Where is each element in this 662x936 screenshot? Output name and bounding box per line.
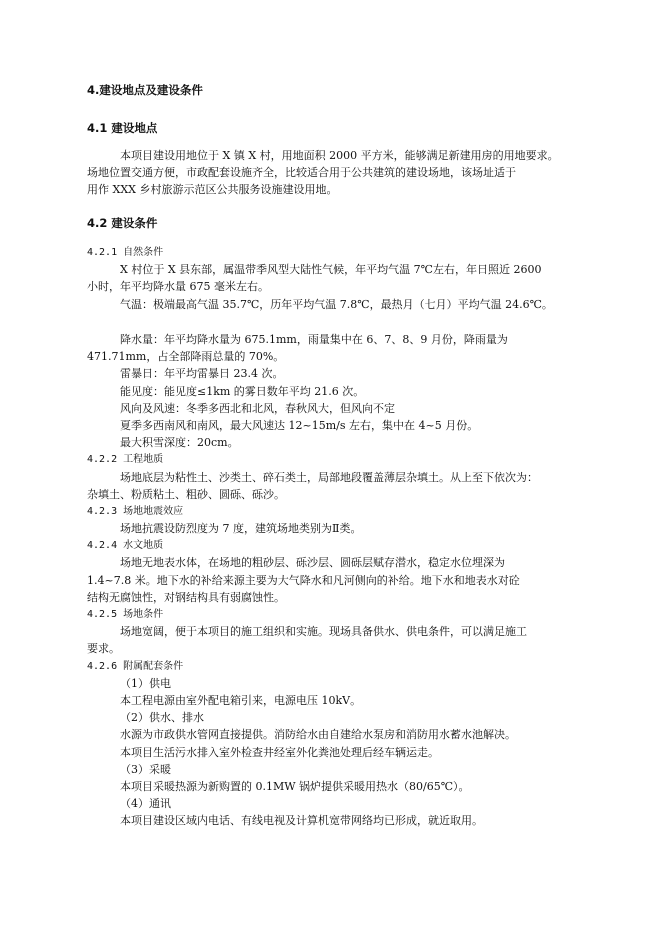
text-line: 能见度：能见度≤1km 的雾日数年平均 21.6 次。 [120, 384, 365, 398]
text-line: 场地宽阔，便于本项目的施工组织和实施。现场具备供水、供电条件，可以满足施工 [120, 625, 527, 639]
text-line: 夏季多西南风和南风，最大风速达 12~15m/s 左右，集中在 4~5 月份。 [120, 418, 479, 432]
text-line: 1.4~7.8 米。地下水的补给来源主要为大气降水和凡河侧向的补给。地下水和地表水对砼 [87, 573, 520, 587]
section-4-2-1-climate [0, 331, 538, 829]
text-line: 场地无地表水体，在场地的粗砂层、砾沙层、圆砾层赋存潜水，稳定水位埋深为 [120, 556, 505, 570]
heading-main: 4.建设地点及建设条件 [87, 83, 203, 97]
subsection-title: 4.2.1 自然条件 [87, 247, 164, 258]
text-line: 用作 XXX 乡村旅游示范区公共服务设施建设用地。 [87, 183, 338, 197]
subsection-title: 4.2.6 附属配套条件 [87, 660, 184, 672]
text-line: 要求。 [87, 642, 120, 656]
item-label-telecom: （4）通讯 [120, 797, 171, 811]
subsection-title: 4.2.4 水文地质 [87, 540, 164, 552]
text-line: 风向及风速：冬季多西北和北风，春秋风大，但风向不定 [120, 401, 395, 415]
text-line: 最大积雪深度：20cm。 [120, 436, 239, 450]
heading-4-2: 4.2 建设条件 [87, 216, 158, 230]
text-line: 场地底层为粘性土、沙类土、碎石类土，局部地段覆盖薄层杂填土。从上至下依次为： [120, 470, 538, 484]
subsection-title: 4.2.5 场地条件 [87, 609, 164, 620]
subsection-title: 4.2.3 场地地震效应 [87, 505, 184, 517]
section-4-2-1 [0, 244, 553, 313]
text-line: 杂填土、粉质粘土、粗砂、圆砾、砾沙。 [87, 487, 285, 501]
text-line: 本项目建设区域内电话、有线电视及计算机宽带网络均已形成，就近取用。 [120, 814, 483, 828]
item-label-heating: （3）采暖 [120, 762, 171, 776]
text-line: 本项目建设用地位于 X 镇 X 村，用地面积 2000 平方米，能够满足新建用房的用地要求。 [120, 149, 559, 162]
item-label-power: （1）供电 [120, 676, 171, 690]
text-line: X 村位于 X 县东部，属温带季风型大陆性气候，年平均气温 7℃左右，年日照近 2600 [120, 263, 542, 277]
text-line: 本工程电源由室外配电箱引来，电源电压 10kV。 [120, 693, 362, 707]
text-line: 场地抗震设防烈度为 7 度，建筑场地类别为Ⅱ类。 [120, 522, 362, 536]
text-line: 本项目生活污水排入室外检查井经室外化粪池处理后经车辆运走。 [120, 745, 439, 759]
text-line: 场地位置交通方便，市政配套设施齐全，比较适合用于公共建筑的建设场地，该场址适于 [87, 166, 516, 180]
item-label-water: （2）供水、排水 [120, 711, 204, 725]
text-line: 降水量：年平均降水量为 675.1mm，雨量集中在 6、7、8、9 月份，降雨量为 [120, 333, 508, 346]
heading-4-1: 4.1 建设地点 [87, 121, 158, 135]
text-line: 结构无腐蚀性，对钢结构具有弱腐蚀性。 [87, 590, 285, 604]
text-line: 471.71mm，占全部降雨总量的 70%。 [87, 350, 285, 364]
text-line: 气温：极端最高气温 35.7℃，历年平均气温 7.8℃，最热月（七月）平均气温 24.6℃。 [120, 297, 553, 311]
text-line: 水源为市政供水管网直接提供。消防给水由自建给水泵房和消防用水蓄水池解决。 [120, 728, 516, 742]
subsection-title: 4.2.2 工程地质 [87, 454, 164, 466]
text-line: 本项目采暖热源为新购置的 0.1MW 锅炉提供采暖用热水（80/65℃）。 [120, 779, 470, 793]
text-line: 雷暴日：年平均雷暴日 23.4 次。 [120, 367, 284, 381]
paragraph-4-1 [0, 147, 559, 199]
text-line: 小时，年平均降水量 675 毫米左右。 [87, 280, 269, 294]
